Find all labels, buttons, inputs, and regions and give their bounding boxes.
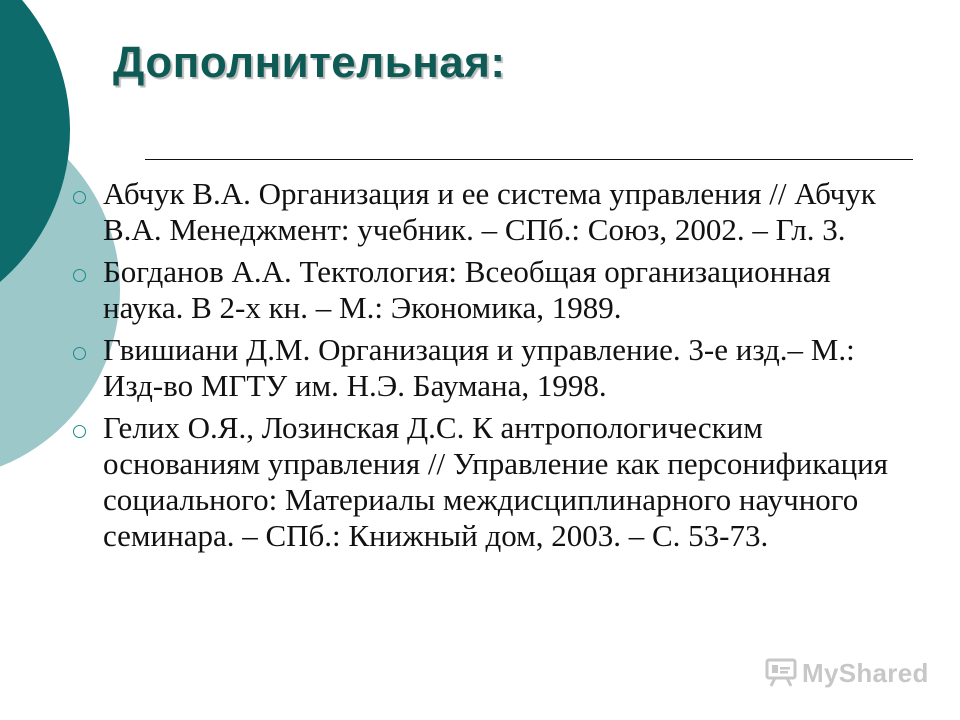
reference-item <box>70 332 910 404</box>
watermark <box>765 655 929 691</box>
ring-bullet-icon <box>73 269 86 282</box>
watermark-text: MyShared <box>802 657 929 688</box>
reference-text: Гелих О.Я., Лозинская Д.С. К антропологическим основаниям управления // Управление как персонификация социального: Материалы междисциплинарного научного семинара. – СПб.: Книжный дом, 2003. – С. 53-73. <box>103 410 889 553</box>
ring-bullet-icon <box>73 191 86 204</box>
presentation-icon <box>765 658 797 688</box>
reference-item <box>70 410 910 554</box>
reference-item <box>70 254 910 326</box>
reference-text: Абчук В.А. Организация и ее система управления // Абчук В.А. Менеджмент: учебник. – СПб.: Союз, 2002. – Гл. 3. <box>103 176 876 247</box>
slide-title: Дополнительная: <box>113 38 506 87</box>
reference-text: Гвишиани Д.М. Организация и управление. 3-е изд.– М.: Изд-во МГТУ им. Н.Э. Баумана, 1998. <box>103 332 855 403</box>
title-divider <box>145 159 913 160</box>
ring-bullet-icon <box>73 347 86 360</box>
reference-text: Богданов А.А. Тектология: Всеобщая организационная наука. В 2-х кн. – М.: Экономика, 1989. <box>103 254 831 325</box>
reference-list <box>70 176 910 560</box>
ring-bullet-icon <box>73 425 86 438</box>
reference-item <box>70 176 910 248</box>
